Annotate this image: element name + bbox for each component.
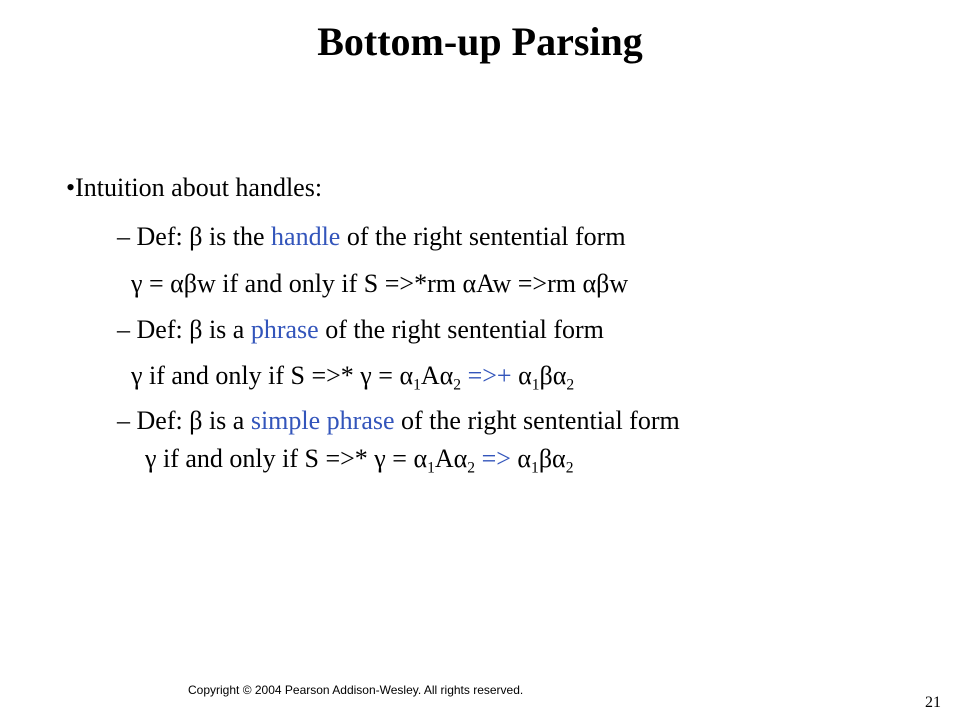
def-simple-phrase-condition <box>145 443 574 477</box>
beta-symbol: β <box>189 315 203 344</box>
cond-text: α <box>510 444 532 473</box>
cond-text: βα <box>538 444 566 473</box>
def-phrase-text: is a <box>202 315 251 344</box>
subscript: 2 <box>453 376 462 394</box>
term-simple-phrase: simple phrase <box>250 406 395 435</box>
copyright-notice: Copyright © 2004 Pearson Addison-Wesley. All rights reserved. <box>188 683 524 697</box>
def-simple-phrase-suffix: of the right sentential form <box>394 406 680 435</box>
subscript: 1 <box>427 459 435 477</box>
beta-symbol: β <box>189 222 203 251</box>
slide-title: Bottom-up Parsing <box>317 19 643 64</box>
cond-text: α <box>511 361 532 390</box>
cond-text: Aα <box>434 444 468 473</box>
def-phrase <box>117 314 604 345</box>
derives-arrow: => <box>481 444 511 473</box>
subscript: 1 <box>413 376 421 394</box>
term-phrase: phrase <box>250 315 319 344</box>
def-handle-prefix: – Def: <box>117 222 190 251</box>
subscript: 2 <box>467 459 476 477</box>
def-simple-phrase <box>117 405 680 436</box>
def-handle-condition: γ = αβw if and only if S =>*rm αAw =>rm αβw <box>131 269 629 298</box>
def-handle-text: is the <box>202 222 272 251</box>
cond-text: Aα <box>420 361 454 390</box>
subscript: 1 <box>531 376 540 394</box>
def-handle <box>117 221 626 252</box>
subscript: 2 <box>565 459 574 477</box>
def-phrase-prefix: – Def: <box>117 315 190 344</box>
subscript: 2 <box>566 376 575 394</box>
beta-symbol: β <box>189 406 203 435</box>
cond-text: γ if and only if S =>* γ = α <box>131 361 414 390</box>
def-phrase-suffix: of the right sentential form <box>318 315 604 344</box>
page-number: 21 <box>925 694 941 711</box>
derives-plus-arrow: =>+ <box>467 361 512 390</box>
def-simple-phrase-prefix: – Def: <box>117 406 190 435</box>
def-handle-suffix: of the right sentential form <box>340 222 626 251</box>
subscript: 1 <box>531 459 539 477</box>
cond-text: γ if and only if S =>* γ = α <box>145 444 428 473</box>
def-phrase-condition <box>131 360 575 394</box>
def-simple-phrase-text: is a <box>202 406 251 435</box>
bullet-intuition: •Intuition about handles: <box>66 173 323 202</box>
term-handle: handle <box>271 222 341 251</box>
cond-text: βα <box>539 361 567 390</box>
